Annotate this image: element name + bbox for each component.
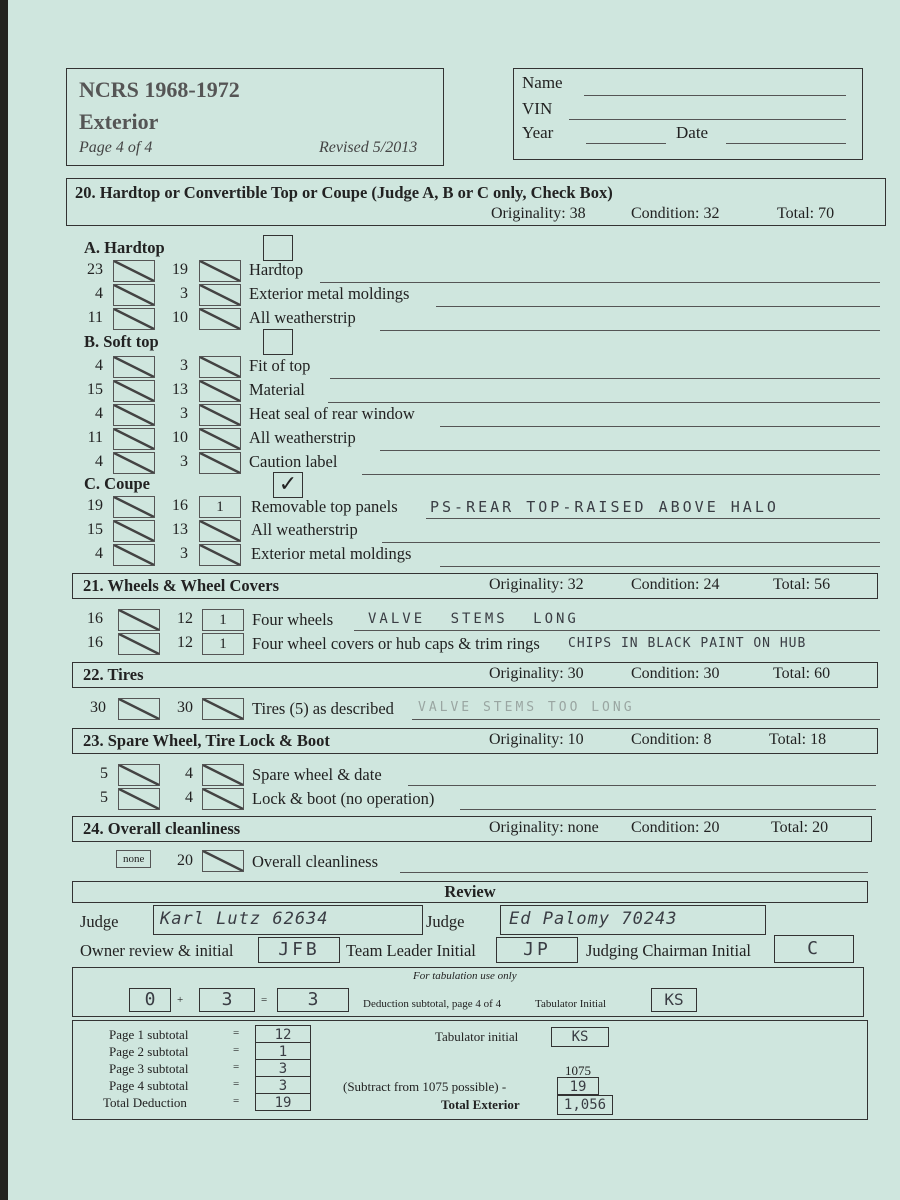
team-leader-label: Team Leader Initial bbox=[346, 941, 476, 960]
total-deduction-label: Total Deduction bbox=[103, 1095, 187, 1110]
tab-box-c[interactable] bbox=[277, 988, 349, 1012]
wheels-label: Four wheels bbox=[252, 610, 334, 629]
lock-boot-cond-box[interactable] bbox=[202, 788, 244, 810]
coupe-weatherstrip-orig-pts: 15 bbox=[87, 521, 103, 538]
softtop-caution-label: Caution label bbox=[249, 452, 338, 471]
cleanliness-cond-box[interactable] bbox=[202, 850, 244, 872]
total-exterior-box[interactable] bbox=[557, 1095, 613, 1115]
softtop-material-orig-pts: 15 bbox=[87, 381, 103, 398]
section-23-condition: Condition: 8 bbox=[631, 731, 712, 748]
spare-note-line[interactable] bbox=[408, 785, 876, 786]
page3-equals: = bbox=[233, 1061, 240, 1073]
section-23-originality: Originality: 10 bbox=[489, 731, 584, 748]
hardtop-cond-box[interactable] bbox=[199, 260, 241, 282]
subtract-label: (Subtract from 1075 possible) - bbox=[343, 1079, 507, 1094]
hardtop-moldings-cond-pts: 3 bbox=[180, 285, 188, 302]
checkmark-icon: ✓ bbox=[278, 472, 298, 497]
vin-line[interactable] bbox=[569, 119, 846, 120]
owner-initial-box[interactable] bbox=[258, 937, 340, 963]
name-label: Name bbox=[522, 73, 563, 92]
section-21-condition: Condition: 24 bbox=[631, 576, 720, 593]
page2-subtotal-label: Page 2 subtotal bbox=[109, 1044, 189, 1059]
lock-boot-note-line[interactable] bbox=[460, 809, 876, 810]
coupe-panels-note-line[interactable] bbox=[426, 518, 880, 519]
section-22-title: 22. Tires bbox=[83, 665, 144, 684]
name-line[interactable] bbox=[584, 95, 846, 96]
coupe-weatherstrip-label: All weatherstrip bbox=[251, 520, 358, 539]
section-24-originality: Originality: none bbox=[489, 819, 599, 836]
page4-subtotal-label: Page 4 subtotal bbox=[109, 1078, 189, 1093]
wheel-covers-cond-box[interactable] bbox=[202, 633, 244, 655]
date-label: Date bbox=[676, 123, 709, 142]
chairman-label: Judging Chairman Initial bbox=[586, 941, 751, 960]
section-22-originality: Originality: 30 bbox=[489, 665, 584, 682]
page2-subtotal-value: 1 bbox=[278, 1044, 288, 1060]
tab-value-b: 3 bbox=[221, 989, 233, 1010]
section-22-condition: Condition: 30 bbox=[631, 665, 720, 682]
coupe-weatherstrip-cond-pts: 13 bbox=[172, 521, 188, 538]
judge2-label: Judge bbox=[426, 912, 465, 931]
softtop-checkbox[interactable] bbox=[263, 329, 293, 355]
page-number: Page 4 of 4 bbox=[79, 139, 153, 156]
totals-tabulator-initial-label: Tabulator initial bbox=[435, 1029, 519, 1044]
cleanliness-label: Overall cleanliness bbox=[252, 852, 378, 871]
form-subtitle: Exterior bbox=[79, 109, 159, 134]
judging-sheet bbox=[8, 0, 900, 1200]
softtop-caution-orig-pts: 4 bbox=[95, 453, 103, 470]
review-header bbox=[72, 881, 868, 903]
tires-note: VALVE STEMS TOO LONG bbox=[418, 700, 635, 715]
hardtop-label: Hardtop bbox=[249, 260, 304, 279]
tab-equals: = bbox=[261, 994, 268, 1006]
revised-date: Revised 5/2013 bbox=[319, 139, 418, 156]
page3-subtotal-value: 3 bbox=[278, 1061, 288, 1077]
softtop-heatseal-orig-pts: 4 bbox=[95, 405, 103, 422]
softtop-caution-cond-pts: 3 bbox=[180, 453, 188, 470]
softtop-heatseal-note-line[interactable] bbox=[440, 426, 880, 427]
section-20-originality: Originality: 38 bbox=[491, 205, 586, 222]
section-21-total: Total: 56 bbox=[773, 576, 831, 593]
lock-boot-cond-pts: 4 bbox=[185, 789, 193, 806]
totals-tabulator-initial-box[interactable] bbox=[551, 1027, 609, 1047]
page2-subtotal-box[interactable] bbox=[255, 1042, 311, 1060]
wheels-orig-pts: 16 bbox=[87, 610, 103, 627]
totals-box bbox=[72, 1020, 868, 1120]
softtop-material-note-line[interactable] bbox=[328, 402, 880, 403]
tires-cond-box[interactable] bbox=[202, 698, 244, 720]
total-exterior-label: Total Exterior bbox=[441, 1097, 520, 1112]
coupe-weatherstrip-cond-box[interactable] bbox=[199, 520, 241, 542]
hardtop-weatherstrip-note-line[interactable] bbox=[380, 330, 880, 331]
owner-review-label: Owner review & initial bbox=[80, 941, 234, 960]
tabulator-initial-label: Tabulator Initial bbox=[535, 998, 607, 1010]
coupe-panels-orig-pts: 19 bbox=[87, 497, 103, 514]
tab-value-a: 0 bbox=[144, 989, 156, 1010]
softtop-heatseal-cond-pts: 3 bbox=[180, 405, 188, 422]
lock-boot-orig-pts: 5 bbox=[100, 789, 108, 806]
tab-value-c: 3 bbox=[307, 989, 319, 1010]
tabulation-title: For tabulation use only bbox=[413, 970, 517, 982]
team-leader-initial-box[interactable] bbox=[496, 937, 578, 963]
softtop-weatherstrip-cond-box[interactable] bbox=[199, 428, 241, 450]
cleanliness-note-line[interactable] bbox=[400, 872, 868, 873]
judge1-label: Judge bbox=[80, 912, 119, 931]
softtop-fit-orig-pts: 4 bbox=[95, 357, 103, 374]
hardtop-note-line[interactable] bbox=[320, 282, 880, 283]
vin-label: VIN bbox=[522, 99, 553, 118]
year-line[interactable] bbox=[586, 143, 666, 144]
wheel-covers-orig-pts: 16 bbox=[87, 634, 103, 651]
chairman-initial: C bbox=[807, 938, 821, 959]
judge2-box[interactable] bbox=[500, 905, 766, 935]
softtop-weatherstrip-cond-pts: 10 bbox=[172, 429, 188, 446]
coupe-panels-deduction: 1 bbox=[216, 499, 224, 515]
tab-box-a[interactable] bbox=[129, 988, 171, 1012]
hardtop-moldings-cond-box[interactable] bbox=[199, 284, 241, 306]
softtop-fit-cond-pts: 3 bbox=[180, 357, 188, 374]
section-22-total: Total: 60 bbox=[773, 665, 831, 682]
possible-points: 1075 bbox=[565, 1063, 591, 1078]
hardtop-weatherstrip-orig-pts: 11 bbox=[87, 309, 103, 326]
tabulator-initial: KS bbox=[664, 990, 684, 1009]
softtop-material-cond-box[interactable] bbox=[199, 380, 241, 402]
section-21-title: 21. Wheels & Wheel Covers bbox=[83, 576, 279, 595]
chairman-initial-box[interactable] bbox=[774, 935, 854, 963]
hardtop-weatherstrip-cond-box[interactable] bbox=[199, 308, 241, 330]
hardtop-orig-pts: 23 bbox=[87, 261, 103, 278]
date-line[interactable] bbox=[726, 143, 846, 144]
wheels-deduction: 1 bbox=[219, 612, 227, 628]
softtop-material-label: Material bbox=[249, 380, 305, 399]
total-deduction-value: 19 bbox=[274, 1095, 292, 1111]
section-21-header bbox=[72, 573, 878, 599]
section-20-header bbox=[66, 178, 886, 226]
page1-subtotal-value: 12 bbox=[274, 1027, 292, 1043]
hardtop-moldings-orig-pts: 4 bbox=[95, 285, 103, 302]
tabulation-box bbox=[72, 967, 864, 1017]
tires-label: Tires (5) as described bbox=[252, 699, 394, 718]
judge1-signature: Karl Lutz 62634 bbox=[160, 909, 329, 929]
coupe-panels-cond-pts: 16 bbox=[172, 497, 188, 514]
tabulator-initial-box[interactable] bbox=[651, 988, 697, 1012]
softtop-material-cond-pts: 13 bbox=[172, 381, 188, 398]
total-equals: = bbox=[233, 1095, 240, 1107]
wheel-covers-label: Four wheel covers or hub caps & trim rings bbox=[252, 634, 540, 653]
section-20-condition: Condition: 32 bbox=[631, 205, 720, 222]
subsection-softtop-title: B. Soft top bbox=[84, 332, 159, 351]
wheels-cond-pts: 12 bbox=[177, 610, 193, 627]
coupe-moldings-note-line[interactable] bbox=[440, 566, 880, 567]
cleanliness-cond-pts: 20 bbox=[177, 852, 193, 869]
section-23-header bbox=[72, 728, 878, 754]
subtract-box[interactable] bbox=[557, 1077, 599, 1095]
wheel-covers-cond-pts: 12 bbox=[177, 634, 193, 651]
page4-equals: = bbox=[233, 1078, 240, 1090]
hardtop-moldings-note-line[interactable] bbox=[436, 306, 880, 307]
section-23-title: 23. Spare Wheel, Tire Lock & Boot bbox=[83, 731, 330, 750]
spare-label: Spare wheel & date bbox=[252, 765, 382, 784]
year-label: Year bbox=[522, 123, 554, 142]
total-deduction-box[interactable] bbox=[255, 1093, 311, 1111]
page1-subtotal-label: Page 1 subtotal bbox=[109, 1027, 189, 1042]
section-21-originality: Originality: 32 bbox=[489, 576, 584, 593]
coupe-moldings-cond-pts: 3 bbox=[180, 545, 188, 562]
wheels-cond-box[interactable] bbox=[202, 609, 244, 631]
section-20-title: 20. Hardtop or Convertible Top or Coupe (Judge A, B or C only, Check Box) bbox=[75, 183, 613, 202]
softtop-fit-cond-box[interactable] bbox=[199, 356, 241, 378]
hardtop-weatherstrip-cond-pts: 10 bbox=[172, 309, 188, 326]
hardtop-cond-pts: 19 bbox=[172, 261, 188, 278]
hardtop-checkbox[interactable] bbox=[263, 235, 293, 261]
owner-initial: JFB bbox=[278, 939, 320, 960]
total-exterior-value: 1,056 bbox=[563, 1097, 607, 1113]
softtop-fit-note-line[interactable] bbox=[330, 378, 880, 379]
subsection-coupe-title: C. Coupe bbox=[84, 474, 151, 493]
coupe-panels-cond-box[interactable] bbox=[199, 496, 241, 518]
section-24-header bbox=[72, 816, 872, 842]
subtract-value: 19 bbox=[569, 1079, 587, 1095]
spare-cond-box[interactable] bbox=[202, 764, 244, 786]
deduction-subtotal-label: Deduction subtotal, page 4 of 4 bbox=[363, 998, 502, 1010]
coupe-checkbox[interactable] bbox=[273, 472, 303, 498]
wheels-note: VALVE STEMS LONG bbox=[368, 611, 579, 627]
title-box bbox=[66, 68, 444, 166]
softtop-fit-label: Fit of top bbox=[249, 356, 311, 375]
tires-cond-pts: 30 bbox=[177, 699, 193, 716]
tab-plus: + bbox=[177, 994, 184, 1006]
lock-boot-label: Lock & boot (no operation) bbox=[252, 789, 435, 808]
page3-subtotal-label: Page 3 subtotal bbox=[109, 1061, 189, 1076]
wheel-covers-note: CHIPS IN BLACK PAINT ON HUB bbox=[568, 636, 807, 651]
section-24-total: Total: 20 bbox=[771, 819, 829, 836]
coupe-panels-note: PS-REAR TOP-RAISED ABOVE HALO bbox=[430, 498, 779, 516]
softtop-heatseal-cond-box[interactable] bbox=[199, 404, 241, 426]
page2-equals: = bbox=[233, 1044, 240, 1056]
page1-subtotal-box[interactable] bbox=[255, 1025, 311, 1043]
coupe-moldings-label: Exterior metal moldings bbox=[251, 544, 412, 563]
judge2-signature: Ed Palomy 70243 bbox=[509, 909, 678, 929]
judge1-box[interactable] bbox=[153, 905, 423, 935]
section-22-header bbox=[72, 662, 878, 688]
coupe-moldings-cond-box[interactable] bbox=[199, 544, 241, 566]
tab-box-b[interactable] bbox=[199, 988, 255, 1012]
section-24-condition: Condition: 20 bbox=[631, 819, 720, 836]
page4-subtotal-box[interactable] bbox=[255, 1076, 311, 1094]
spare-orig-pts: 5 bbox=[100, 765, 108, 782]
coupe-panels-label: Removable top panels bbox=[251, 497, 398, 516]
totals-tabulator-initial: KS bbox=[571, 1029, 589, 1045]
page4-subtotal-value: 3 bbox=[278, 1078, 288, 1094]
wheels-note-line[interactable] bbox=[354, 630, 880, 631]
page1-equals: = bbox=[233, 1027, 240, 1039]
review-title: Review bbox=[444, 882, 496, 901]
softtop-caution-note-line[interactable] bbox=[362, 474, 880, 475]
coupe-weatherstrip-note-line[interactable] bbox=[382, 542, 880, 543]
softtop-heatseal-label: Heat seal of rear window bbox=[249, 404, 415, 423]
coupe-moldings-orig-pts: 4 bbox=[95, 545, 103, 562]
team-leader-initial: JP bbox=[523, 939, 551, 960]
tires-note-line[interactable] bbox=[412, 719, 880, 720]
cleanliness-orig-none: none bbox=[116, 850, 151, 868]
form-title: NCRS 1968-1972 bbox=[79, 77, 240, 102]
wheel-covers-deduction: 1 bbox=[219, 636, 227, 652]
hardtop-weatherstrip-label: All weatherstrip bbox=[249, 308, 356, 327]
softtop-caution-cond-box[interactable] bbox=[199, 452, 241, 474]
page3-subtotal-box[interactable] bbox=[255, 1059, 311, 1077]
softtop-weatherstrip-note-line[interactable] bbox=[380, 450, 880, 451]
softtop-weatherstrip-orig-pts: 11 bbox=[87, 429, 103, 446]
hardtop-moldings-label: Exterior metal moldings bbox=[249, 284, 410, 303]
section-20-total: Total: 70 bbox=[777, 205, 835, 222]
tires-orig-pts: 30 bbox=[90, 699, 106, 716]
id-box bbox=[513, 68, 863, 160]
section-24-title: 24. Overall cleanliness bbox=[83, 819, 241, 838]
softtop-weatherstrip-label: All weatherstrip bbox=[249, 428, 356, 447]
subsection-hardtop-title: A. Hardtop bbox=[84, 238, 165, 257]
section-23-total: Total: 18 bbox=[769, 731, 827, 748]
spare-cond-pts: 4 bbox=[185, 765, 193, 782]
